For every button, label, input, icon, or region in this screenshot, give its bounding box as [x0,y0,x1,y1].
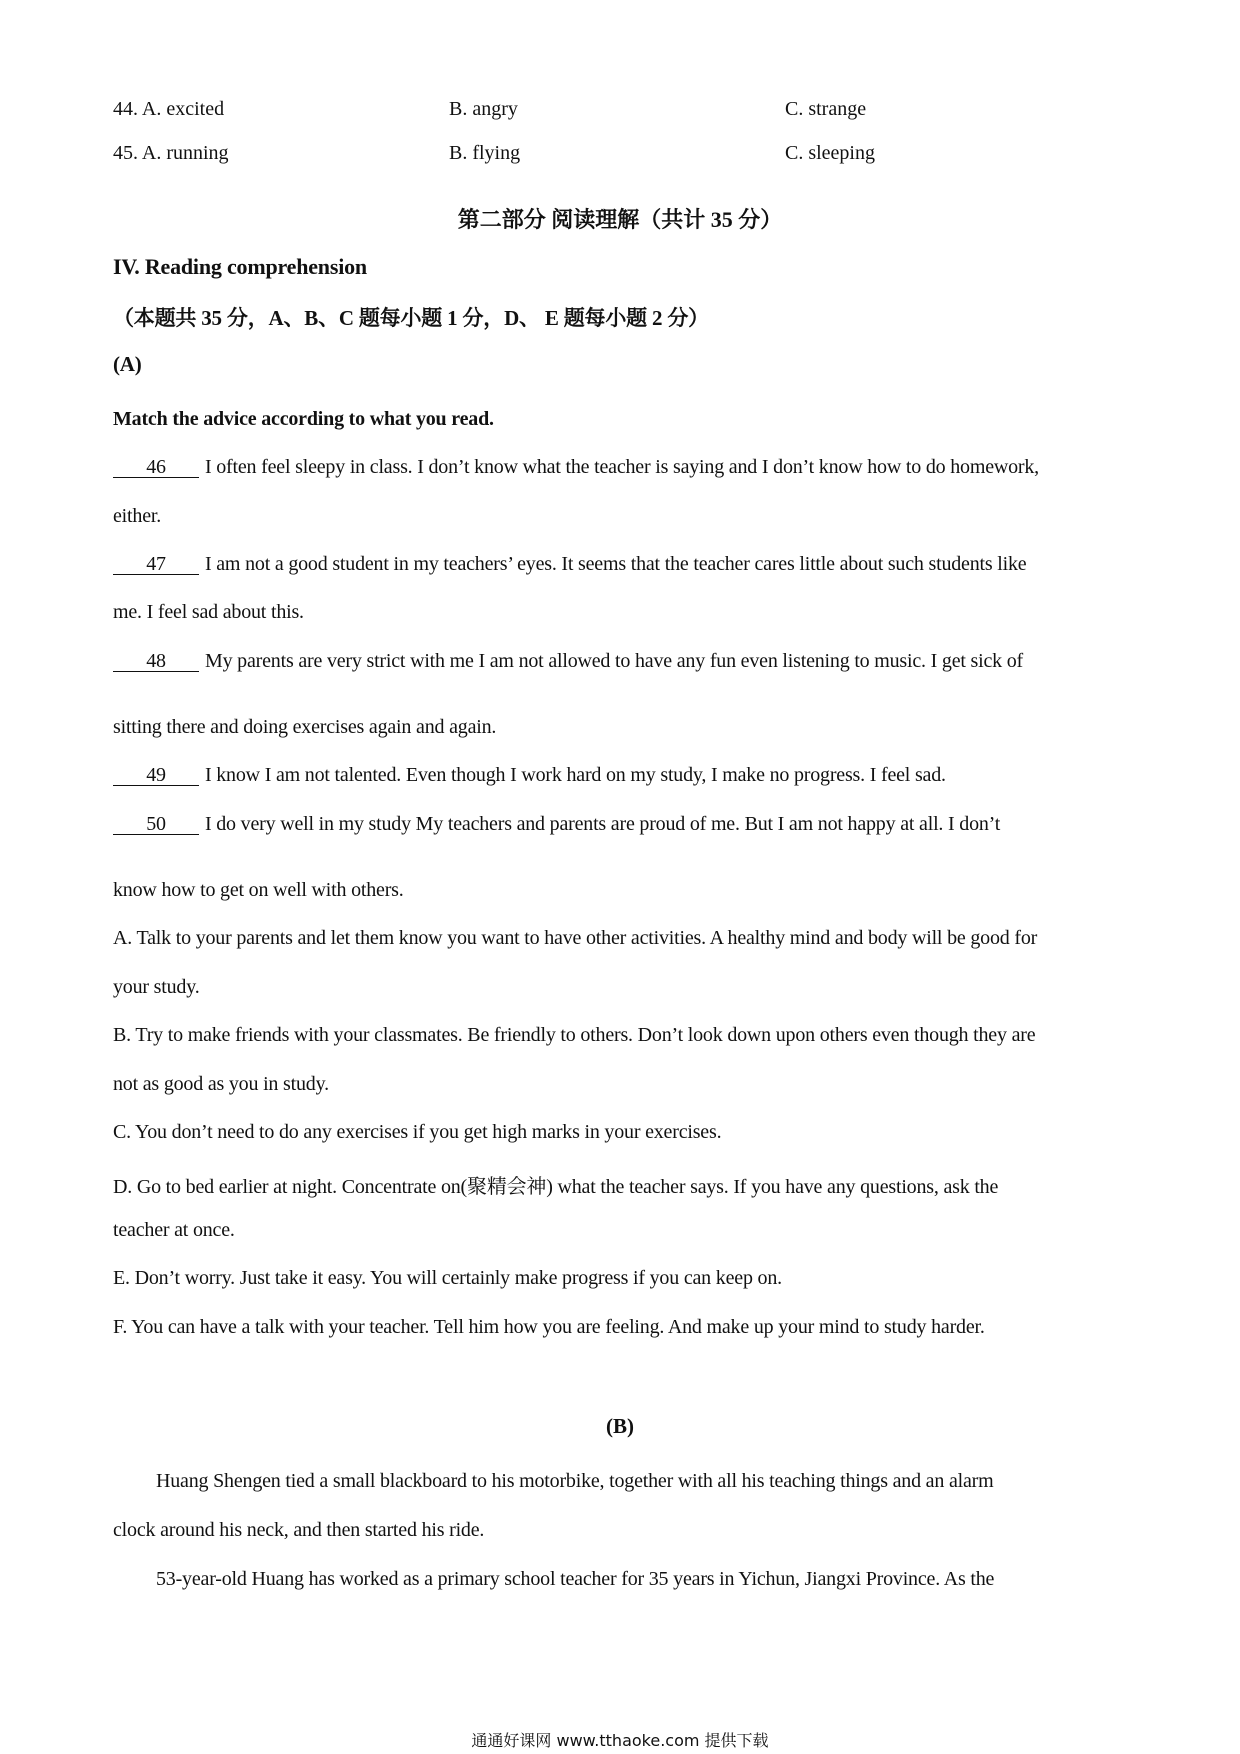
item-50-cont: know how to get on well with others. [113,879,404,901]
advice-d: D. Go to bed earlier at night. Concentrate on(聚精会神) what the teacher says. If you have any questions, ask the [113,1176,999,1198]
item-text: I know I am not talented. Even though I work hard on my study, I make no progress. I feel sad. [205,764,946,786]
item-50 [113,813,1000,836]
item-48 [113,650,1023,673]
advice-f: F. You can have a talk with your teacher. Tell him how you are feeling. And make up your mind to study harder. [113,1316,985,1338]
item-text: I am not a good student in my teachers’ eyes. It seems that the teacher cares little about such students like [205,553,1027,575]
advice-c: C. You don’t need to do any exercises if you get high marks in your exercises. [113,1121,722,1143]
item-48-cont: sitting there and doing exercises again and again. [113,716,497,738]
answer-blank[interactable]: 49 [113,765,199,786]
item-text: I do very well in my study My teachers and parents are proud of me. But I am not happy at all. I don’t [205,813,1001,835]
answer-blank[interactable]: 46 [113,457,199,478]
advice-a-cont: your study. [113,976,200,998]
option-b: B. angry [449,98,518,120]
advice-e: E. Don’t worry. Just take it easy. You will certainly make progress if you can keep on. [113,1267,782,1289]
section-title: IV. Reading comprehension [113,254,367,279]
advice-b: B. Try to make friends with your classmates. Be friendly to others. Don’t look down upon others even though they are [113,1024,1036,1046]
item-46-cont: either. [113,505,162,527]
passage-b-paragraph-1: Huang Shengen tied a small blackboard to his motorbike, together with all his teaching things and an alarm [156,1470,994,1492]
option-c: C. strange [785,98,867,120]
item-47-cont: me. I feel sad about this. [113,601,304,623]
passage-a-label: (A) [113,352,142,376]
passage-b-paragraph-2: 53-year-old Huang has worked as a primary school teacher for 35 years in Yichun, Jiangxi Province. As the [156,1568,995,1590]
answer-blank[interactable]: 48 [113,651,199,672]
passage-b-label: (B) [606,1414,634,1438]
advice-a: A. Talk to your parents and let them know you want to have other activities. A healthy mind and body will be good for [113,927,1038,949]
option-b: B. flying [449,142,521,164]
advice-d-cont: teacher at once. [113,1219,235,1241]
section-note: （本题共 35 分，A、B、C 题每小题 1 分，D、 E 题每小题 2 分） [113,306,709,330]
option-c: C. sleeping [785,142,875,164]
item-47 [113,553,1026,576]
item-46 [113,456,1039,479]
answer-blank[interactable]: 50 [113,814,199,835]
item-text: My parents are very strict with me I am not allowed to have any fun even listening to music. I get sick of [205,650,1024,672]
option-a: 44. A. excited [113,98,225,120]
page-footer: 通通好课网 www.tthaoke.com 提供下载 [471,1731,769,1750]
instruction: Match the advice according to what you read. [113,408,494,430]
passage-b-paragraph-1-cont: clock around his neck, and then started his ride. [113,1519,485,1541]
option-a: 45. A. running [113,142,229,164]
item-49 [113,764,946,787]
part-title: 第二部分 阅读理解（共计 35 分） [457,207,783,232]
item-text: I often feel sleepy in class. I don’t know what the teacher is saying and I don’t know how to do homework, [205,456,1039,478]
answer-blank[interactable]: 47 [113,554,199,575]
advice-b-cont: not as good as you in study. [113,1073,329,1095]
